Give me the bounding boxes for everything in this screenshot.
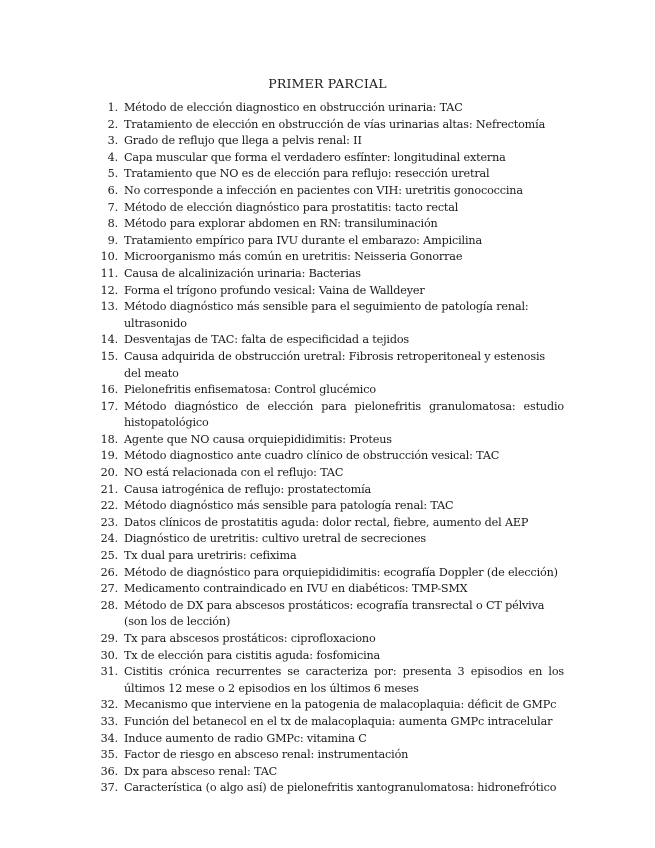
item-text: Tx dual para uretriris: cefixima: [124, 549, 297, 563]
item-number: 22.: [100, 499, 118, 513]
item-text: Método de diagnóstico para orquiepididimitis: ecografía Doppler (de elección): [124, 565, 558, 579]
item-number: 5.: [107, 167, 118, 181]
item-text: Desventajas de TAC: falta de especificidad a tejidos: [124, 333, 410, 347]
item-number: 25.: [100, 549, 118, 563]
item-text: Diagnóstico de uretritis: cultivo uretral de secreciones: [124, 532, 427, 546]
item-number: 6.: [107, 183, 118, 197]
item-text: NO está relacionada con el reflujo: TAC: [124, 466, 344, 480]
list-item: [0, 664, 655, 697]
list-item: [0, 200, 655, 217]
list-item: [0, 133, 655, 150]
item-text: Causa adquirida de obstrucción uretral: Fibrosis retroperitoneal y estenosis del meato: [124, 349, 545, 380]
item-text: Pielonefritis enfisematosa: Control glucémico: [124, 383, 376, 397]
item-text: Tratamiento que NO es de elección para reflujo: resección uretral: [124, 167, 490, 181]
item-text: Grado de reflujo que llega a pelvis renal: II: [124, 134, 362, 148]
question-list: [0, 100, 655, 797]
item-text: Causa iatrogénica de reflujo: prostatectomía: [124, 482, 372, 496]
item-text: Agente que NO causa orquiepididimitis: Proteus: [124, 432, 392, 446]
item-number: 23.: [100, 515, 118, 529]
item-number: 10.: [100, 250, 118, 264]
item-text: Tx de elección para cistitis aguda: fosfomicina: [124, 648, 381, 662]
list-item: [0, 631, 655, 648]
item-text: Método de elección diagnóstico para prostatitis: tacto rectal: [124, 200, 459, 214]
list-item: [0, 299, 655, 332]
list-item: [0, 697, 655, 714]
item-text: Medicamento contraindicado en IVU en diabéticos: TMP-SMX: [124, 582, 468, 596]
item-text: Microorganismo más común en uretritis: Neisseria Gonorrae: [124, 250, 463, 264]
list-item: [0, 498, 655, 515]
list-item: [0, 233, 655, 250]
item-number: 36.: [100, 764, 118, 778]
item-number: 18.: [100, 432, 118, 446]
list-item: [0, 100, 655, 117]
item-text: Capa muscular que forma el verdadero esfínter: longitudinal externa: [124, 150, 506, 164]
item-text: Mecanismo que interviene en la patogenia de malacoplaquia: déficit de GMPc: [124, 698, 557, 712]
list-item: [0, 731, 655, 748]
item-number: 11.: [100, 266, 118, 280]
item-text: Método de DX para abscesos prostáticos: ecografía transrectal o CT pélviva (son los de lección): [124, 598, 545, 629]
list-item: [0, 780, 655, 797]
item-text: Forma el trígono profundo vesical: Vaina de Walldeyer: [124, 283, 425, 297]
list-item: [0, 448, 655, 465]
item-number: 28.: [100, 598, 118, 612]
item-text: Característica (o algo así) de pielonefritis xantogranulomatosa: hidronefrótico: [124, 781, 557, 795]
item-number: 8.: [107, 217, 118, 231]
item-number: 24.: [100, 532, 118, 546]
item-number: 37.: [100, 781, 118, 795]
item-text: Método de elección diagnostico en obstrucción urinaria: TAC: [124, 101, 463, 114]
list-item: [0, 382, 655, 399]
item-number: 4.: [107, 150, 118, 164]
item-number: 16.: [100, 383, 118, 397]
item-number: 9.: [107, 233, 118, 247]
item-text: Método diagnóstico de elección para pielonefritis granulomatosa: estudio histopatológico: [124, 399, 564, 430]
item-text: Cistitis crónica recurrentes se caracteriza por: presenta 3 episodios en los últimos 12 mese o 2 episodios en los últimos 6 meses: [124, 665, 564, 695]
item-text: Método diagnóstico más sensible para patología renal: TAC: [124, 499, 454, 513]
item-text: Tratamiento de elección en obstrucción de vías urinarias altas: Nefrectomía: [124, 117, 546, 131]
list-item: [0, 531, 655, 548]
list-item: [0, 465, 655, 482]
item-number: 32.: [100, 698, 118, 712]
item-number: 15.: [100, 349, 118, 363]
list-item: [0, 349, 655, 382]
item-text: Dx para absceso renal: TAC: [124, 764, 278, 778]
item-text: Función del betanecol en el tx de malacoplaquia: aumenta GMPc intracelular: [124, 714, 553, 728]
item-number: 35.: [100, 748, 118, 762]
item-number: 31.: [100, 665, 118, 679]
list-item: [0, 565, 655, 582]
item-text: Factor de riesgo en absceso renal: instrumentación: [124, 748, 409, 762]
item-text: Método diagnóstico más sensible para el seguimiento de patología renal: ultrasonido: [124, 300, 529, 330]
item-number: 2.: [107, 117, 118, 131]
list-item: [0, 764, 655, 781]
item-number: 34.: [100, 731, 118, 745]
list-item: [0, 648, 655, 665]
list-item: [0, 598, 655, 631]
list-item: [0, 183, 655, 200]
item-number: 7.: [107, 200, 118, 214]
item-text: Método para explorar abdomen en RN: transiluminación: [124, 217, 438, 231]
list-item: [0, 216, 655, 233]
item-text: Tratamiento empírico para IVU durante el embarazo: Ampicilina: [124, 233, 482, 247]
item-number: 17.: [100, 399, 118, 413]
document-title: PRIMER PARCIAL: [268, 76, 387, 91]
list-item: [0, 283, 655, 300]
item-number: 26.: [100, 565, 118, 579]
list-item: [0, 117, 655, 134]
list-item: [0, 266, 655, 283]
item-text: Tx para abscesos prostáticos: ciprofloxaciono: [124, 632, 376, 645]
item-text: Induce aumento de radio GMPc: vitamina C: [124, 731, 367, 745]
list-item: [0, 482, 655, 499]
item-number: 1.: [107, 101, 118, 114]
item-number: 20.: [100, 466, 118, 480]
item-text: Datos clínicos de prostatitis aguda: dolor rectal, fiebre, aumento del AEP: [124, 515, 529, 529]
item-number: 29.: [100, 632, 118, 645]
item-number: 30.: [100, 648, 118, 662]
list-item: [0, 432, 655, 449]
item-number: 33.: [100, 714, 118, 728]
list-item: [0, 714, 655, 731]
item-number: 19.: [100, 449, 118, 463]
item-number: 12.: [100, 283, 118, 297]
item-text: Método diagnostico ante cuadro clínico de obstrucción vesical: TAC: [124, 449, 500, 463]
list-item: [0, 581, 655, 598]
list-item: [0, 515, 655, 532]
item-text: No corresponde a infección en pacientes con VIH: uretritis gonococcina: [124, 183, 523, 197]
list-item: [0, 249, 655, 266]
item-number: 27.: [100, 582, 118, 596]
list-item: [0, 332, 655, 349]
item-number: 3.: [107, 134, 118, 148]
list-item: [0, 399, 655, 432]
item-text: Causa de alcalinización urinaria: Bacterias: [124, 266, 361, 280]
list-item: [0, 166, 655, 183]
item-number: 13.: [100, 300, 118, 314]
item-number: 14.: [100, 333, 118, 347]
list-item: [0, 747, 655, 764]
list-item: [0, 150, 655, 167]
item-number: 21.: [100, 482, 118, 496]
list-item: [0, 548, 655, 565]
